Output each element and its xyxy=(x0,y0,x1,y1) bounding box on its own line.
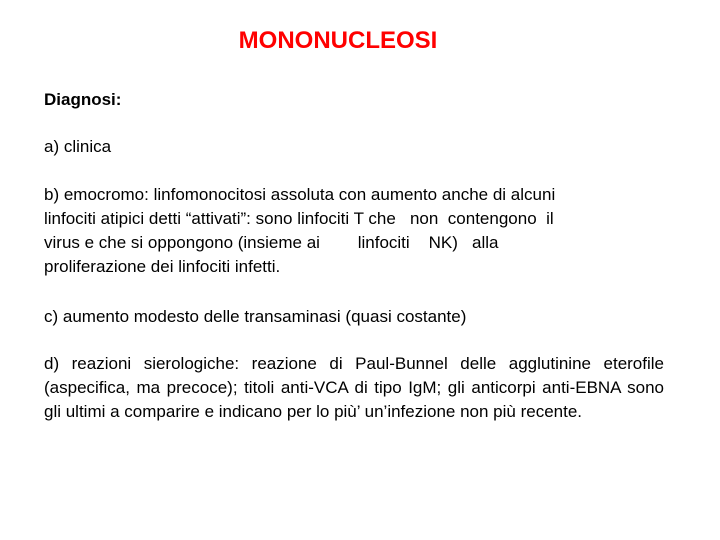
slide-title: MONONUCLEOSI xyxy=(238,27,438,54)
item-b-line-4: proliferazione dei linfociti infetti. xyxy=(44,257,281,276)
diagnosis-heading: Diagnosi: xyxy=(44,90,122,109)
item-b-blood-count xyxy=(44,183,664,279)
item-b-line-3: virus e che si oppongono (insieme ai linfociti NK) alla xyxy=(44,233,499,252)
item-b-line-2: linfociti atipici detti “attivati”: sono linfociti T che non contengono il xyxy=(44,209,554,228)
item-c-transaminases: c) aumento modesto delle transaminasi (quasi costante) xyxy=(44,307,467,326)
item-a-clinical: a) clinica xyxy=(44,137,112,156)
item-b-line-1: b) emocromo: linfomonocitosi assoluta con aumento anche di alcuni xyxy=(44,185,556,204)
item-d-serology: d) reazioni sierologiche: reazione di Paul-Bunnel delle agglutinine eterofile (aspecifica, ma precoce); titoli anti-VCA di tipo IgM; gli anticorpi anti-EBNA sono gli ultimi a comparire e indicano per lo più’ un’infezione non più recente. xyxy=(44,354,664,421)
